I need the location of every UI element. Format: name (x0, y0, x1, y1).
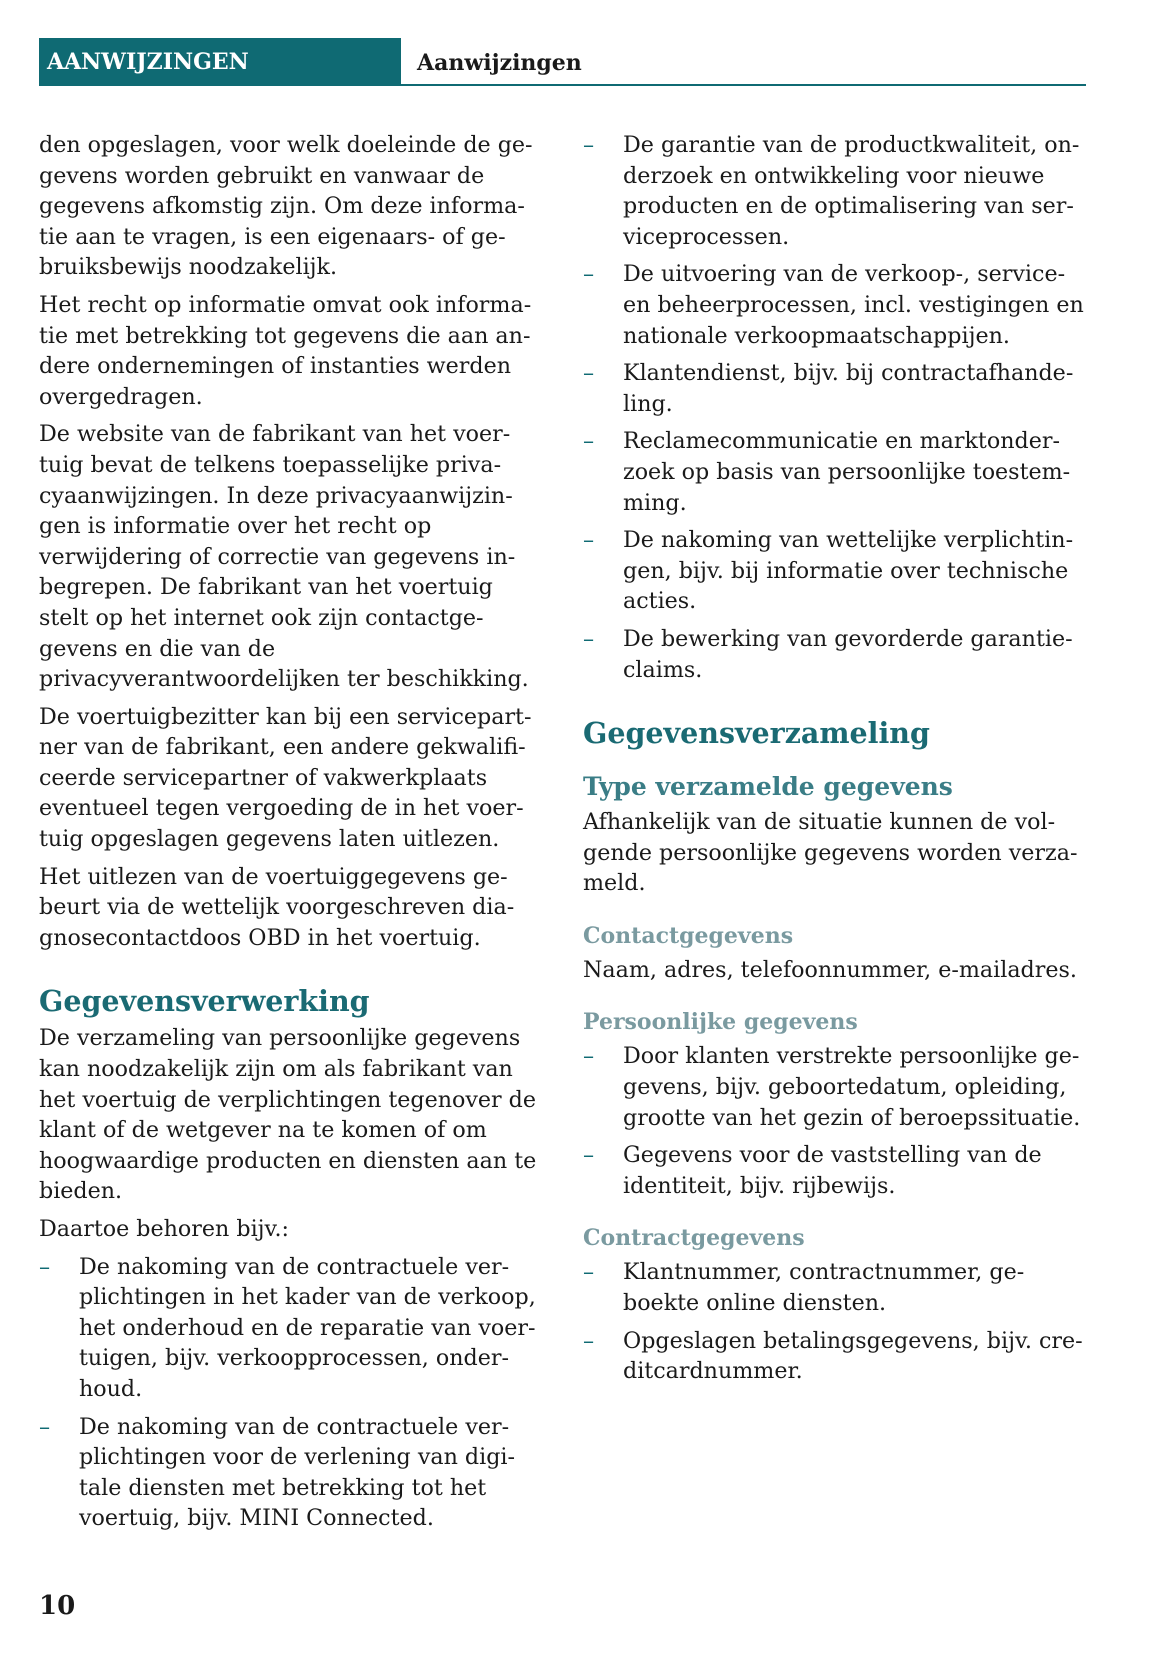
section-heading-processing: Gegevensverwerking (39, 984, 370, 1019)
list-item: – Opgeslagen betalingsgegevens, bijv. creditcardnummer. (583, 1327, 1083, 1385)
list-item: – Reclamecommunicatie en marktonderzoek op basis van persoonlijke toestemming. (583, 428, 1071, 516)
header-title: Aanwijzingen (417, 50, 582, 76)
list-item: – Klantendienst, bijv. bij contractafhandeling. (583, 360, 1074, 417)
paragraph: Het uitlezen van de voertuiggegevens gebeurt via de wettelijk voorgeschreven diagnosecontactdoos OBD in het voertuig. (39, 863, 515, 951)
page-number: 10 (39, 1591, 76, 1621)
page-header (39, 38, 1086, 86)
minor-heading-personal: Persoonlijke gegevens (583, 1009, 858, 1036)
paragraph: Afhankelijk van de situatie kunnen de volgende persoonlijke gegevens worden verzameld. (583, 809, 1078, 897)
subheading-collected-data: Type verzamelde gegevens (583, 772, 953, 802)
dash-icon: – (583, 261, 595, 288)
section-tab: AANWIJZINGEN (39, 38, 401, 86)
dash-icon: – (583, 1259, 595, 1286)
minor-heading-contract: Contractgegevens (583, 1225, 805, 1252)
list-item: – De nakoming van wettelijke verplichtingen, bijv. bij informatie over technische acties. (583, 527, 1074, 615)
dash-icon: – (583, 527, 595, 554)
dash-icon: – (583, 625, 595, 652)
dash-icon: – (583, 1142, 595, 1169)
list-item: – De garantie van de productkwaliteit, onderzoek en ontwikkeling voor nieuwe producten en de optimalisering van serviceprocessen. (583, 132, 1080, 250)
minor-heading-contact: Contactgegevens (583, 922, 794, 949)
header-rule (401, 84, 1086, 86)
paragraph: De website van de fabrikant van het voertuig bevat de telkens toepasselijke privacyaanwijzingen. In deze privacyaanwijzingen is informatie over het recht op verwijdering of correctie van gegevens inbegrepen. De fabrikant van het voertuig stelt op het internet ook zijn contactgegevens en die van de privacyverantwoordelijken ter beschikking. (39, 421, 529, 693)
list-item: – De uitvoering van de verkoop-, service- en beheerprocessen, incl. vestigingen en nationale verkoopmaatschappijen. (583, 261, 1084, 349)
list-item: – De nakoming van de contractuele verplichtingen in het kader van de verkoop, het onderhoud en de reparatie van voertuigen, bijv. verkoopprocessen, onderhoud. (39, 1253, 536, 1402)
right-column (583, 130, 1088, 1394)
paragraph: De voertuigbezitter kan bij een servicepartner van de fabrikant, een andere gekwalificeerde servicepartner of vakwerkplaats eventueel tegen vergoeding de in het voertuig opgeslagen gegevens laten uitlezen. (39, 703, 532, 853)
dash-icon: – (583, 428, 595, 455)
list-item: – Klantnummer, contractnummer, geboekte online diensten. (583, 1259, 1025, 1317)
paragraph: De verzameling van persoonlijke gegevens kan noodzakelijk zijn om als fabrikant van het voertuig de verplichtingen tegenover de klant of de wetgever na te komen of om hoogwaardige producten en diensten aan te bieden. (39, 1025, 537, 1205)
dash-icon: – (583, 1327, 595, 1354)
section-heading-collection: Gegevensverzameling (583, 716, 930, 751)
list-item: – Door klanten verstrekte persoonlijke gegevens, bijv. geboortedatum, opleiding, grootte van het gezin of beroepssituatie. (583, 1043, 1081, 1131)
list-intro: Daartoe behoren bijv.: (39, 1216, 289, 1242)
list-item: – De bewerking van gevorderde garantieclaims. (583, 625, 1073, 683)
list-item: – De nakoming van de contractuele verplichtingen voor de verlening van digitale diensten met betrekking tot het voertuig, bijv. MINI Connected. (39, 1413, 516, 1532)
dash-icon: – (583, 1043, 595, 1070)
paragraph: Het recht op informatie omvat ook informatie met betrekking tot gegevens die aan andere ondernemingen of instanties werden overgedragen. (39, 291, 532, 410)
paragraph: Naam, adres, telefoonnummer, e-mailadres. (583, 956, 1077, 983)
processing-list (39, 1252, 539, 1534)
left-column (39, 130, 539, 1541)
dash-icon: – (583, 360, 595, 387)
list-item: – Gegevens voor de vaststelling van de identiteit, bijv. rijbewijs. (583, 1142, 1042, 1199)
dash-icon: – (583, 132, 595, 158)
contract-data-list (583, 1257, 1088, 1386)
paragraph: den opgeslagen, voor welk doeleinde de gegevens worden gebruikt en vanwaar de gegevens afkomstig zijn. Om deze informatie aan te vragen, is een eigenaars- of gebruiksbewijs noodzakelijk. (39, 132, 533, 281)
dash-icon: – (39, 1413, 51, 1440)
personal-data-list (583, 1041, 1088, 1201)
dash-icon: – (39, 1253, 51, 1280)
processing-list-continued (583, 130, 1088, 685)
